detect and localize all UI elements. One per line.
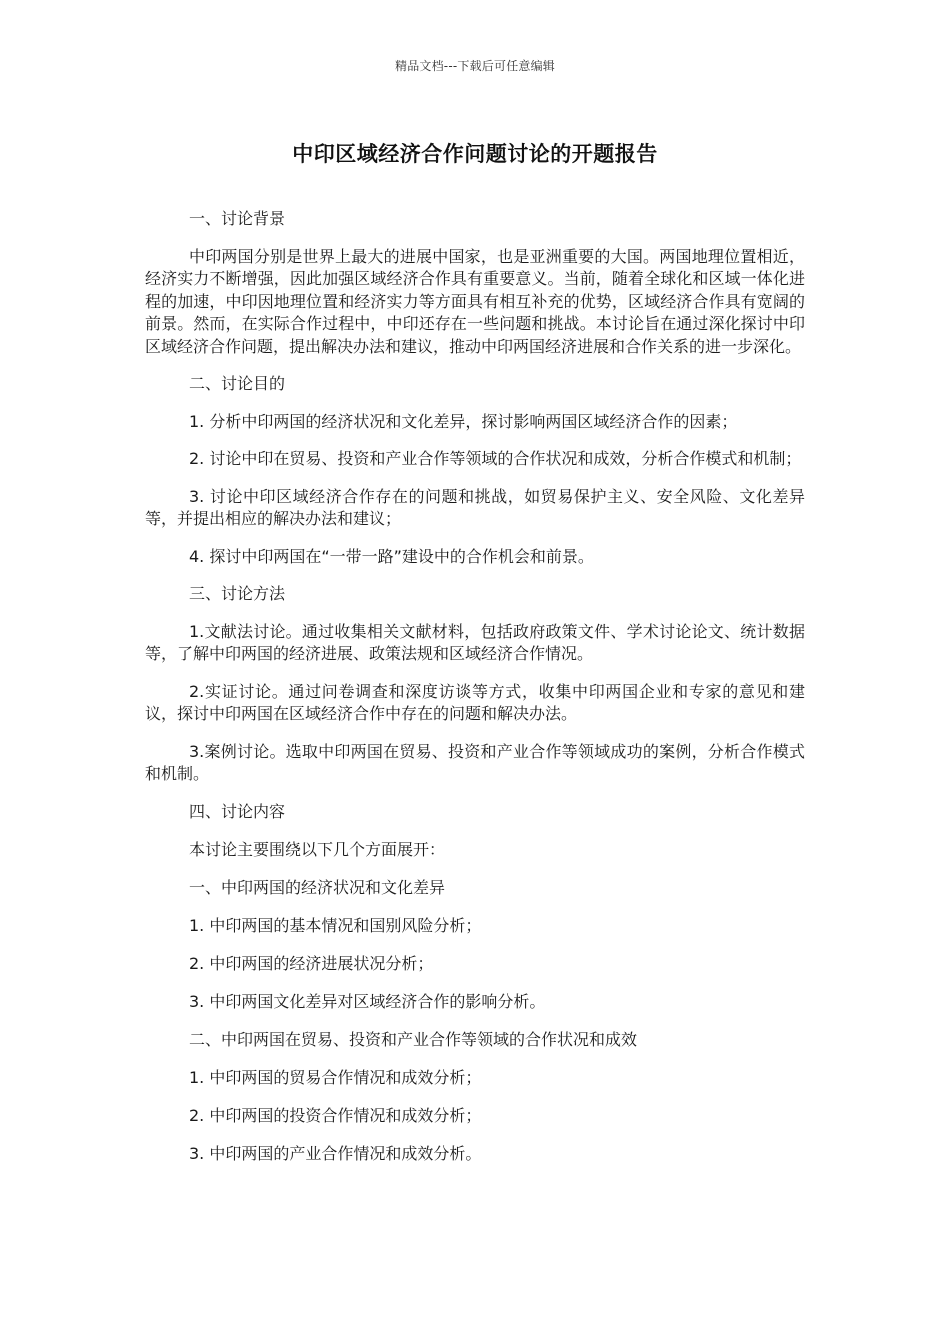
content-item-2-2: 2. 中印两国的投资合作情况和成效分析； <box>189 1105 482 1125</box>
header-note: 精品文档---下载后可任意编辑 <box>395 59 555 73</box>
content-item-2-3: 3. 中印两国的产业合作情况和成效分析。 <box>189 1143 482 1163</box>
purpose-item-2: 2. 讨论中印在贸易、投资和产业合作等领域的合作状况和成效，分析合作模式和机制； <box>189 449 802 468</box>
section-heading-purpose: 二、讨论目的 <box>189 374 286 393</box>
content-item-2-1: 1. 中印两国的贸易合作情况和成效分析； <box>189 1067 482 1087</box>
method-item-1: 1.文献法讨论。通过收集相关文献材料，包括政府政策文件、学术讨论论文、统计数据等，了解中印两国的经济进展、政策法规和区域经济合作情况。 <box>145 621 805 663</box>
purpose-item-1: 1. 分析中印两国的经济状况和文化差异，探讨影响两国区域经济合作的因素； <box>189 411 738 431</box>
section-heading-methods: 三、讨论方法 <box>189 584 286 603</box>
document-body <box>145 208 805 1181</box>
content-item-1-1: 1. 中印两国的基本情况和国别风险分析； <box>189 915 482 935</box>
section-heading-content: 四、讨论内容 <box>189 801 286 821</box>
content-item-1-2: 2. 中印两国的经济进展状况分析； <box>189 953 434 973</box>
content-intro: 本讨论主要围绕以下几个方面展开： <box>189 839 446 859</box>
method-item-3: 3.案例讨论。选取中印两国在贸易、投资和产业合作等领域成功的案例，分析合作模式和机制。 <box>145 741 805 783</box>
purpose-item-3: 3. 讨论中印区域经济合作存在的问题和挑战，如贸易保护主义、安全风险、文化差异等，并提出相应的解决办法和建议； <box>145 486 805 528</box>
method-item-2: 2.实证讨论。通过问卷调查和深度访谈等方式，收集中印两国企业和专家的意见和建议，探讨中印两国在区域经济合作中存在的问题和解决办法。 <box>145 681 805 723</box>
purpose-item-4: 4. 探讨中印两国在“一带一路”建设中的合作机会和前景。 <box>189 546 594 566</box>
content-subheading-1: 一、中印两国的经济状况和文化差异 <box>189 877 446 897</box>
content-subheading-2: 二、中印两国在贸易、投资和产业合作等领域的合作状况和成效 <box>189 1029 638 1049</box>
document-title: 中印区域经济合作问题讨论的开题报告 <box>292 142 658 166</box>
content-item-1-3: 3. 中印两国文化差异对区域经济合作的影响分析。 <box>189 991 546 1011</box>
background-paragraph: 中印两国分别是世界上最大的进展中国家，也是亚洲重要的大国。两国地理位置相近，经济实力不断增强，因此加强区域经济合作具有重要意义。当前，随着全球化和区域一体化进程的加速，中印因地理位置和经济实力等方面具有相互补充的优势，区域经济合作具有宽阔的前景。然而，在实际合作过程中，中印还存在一些问题和挑战。本讨论旨在通过深化探讨中印区域经济合作问题，提出解决办法和建议，推动中印两国经济进展和合作关系的进一步深化。 <box>145 246 805 356</box>
section-heading-background: 一、讨论背景 <box>189 209 286 228</box>
